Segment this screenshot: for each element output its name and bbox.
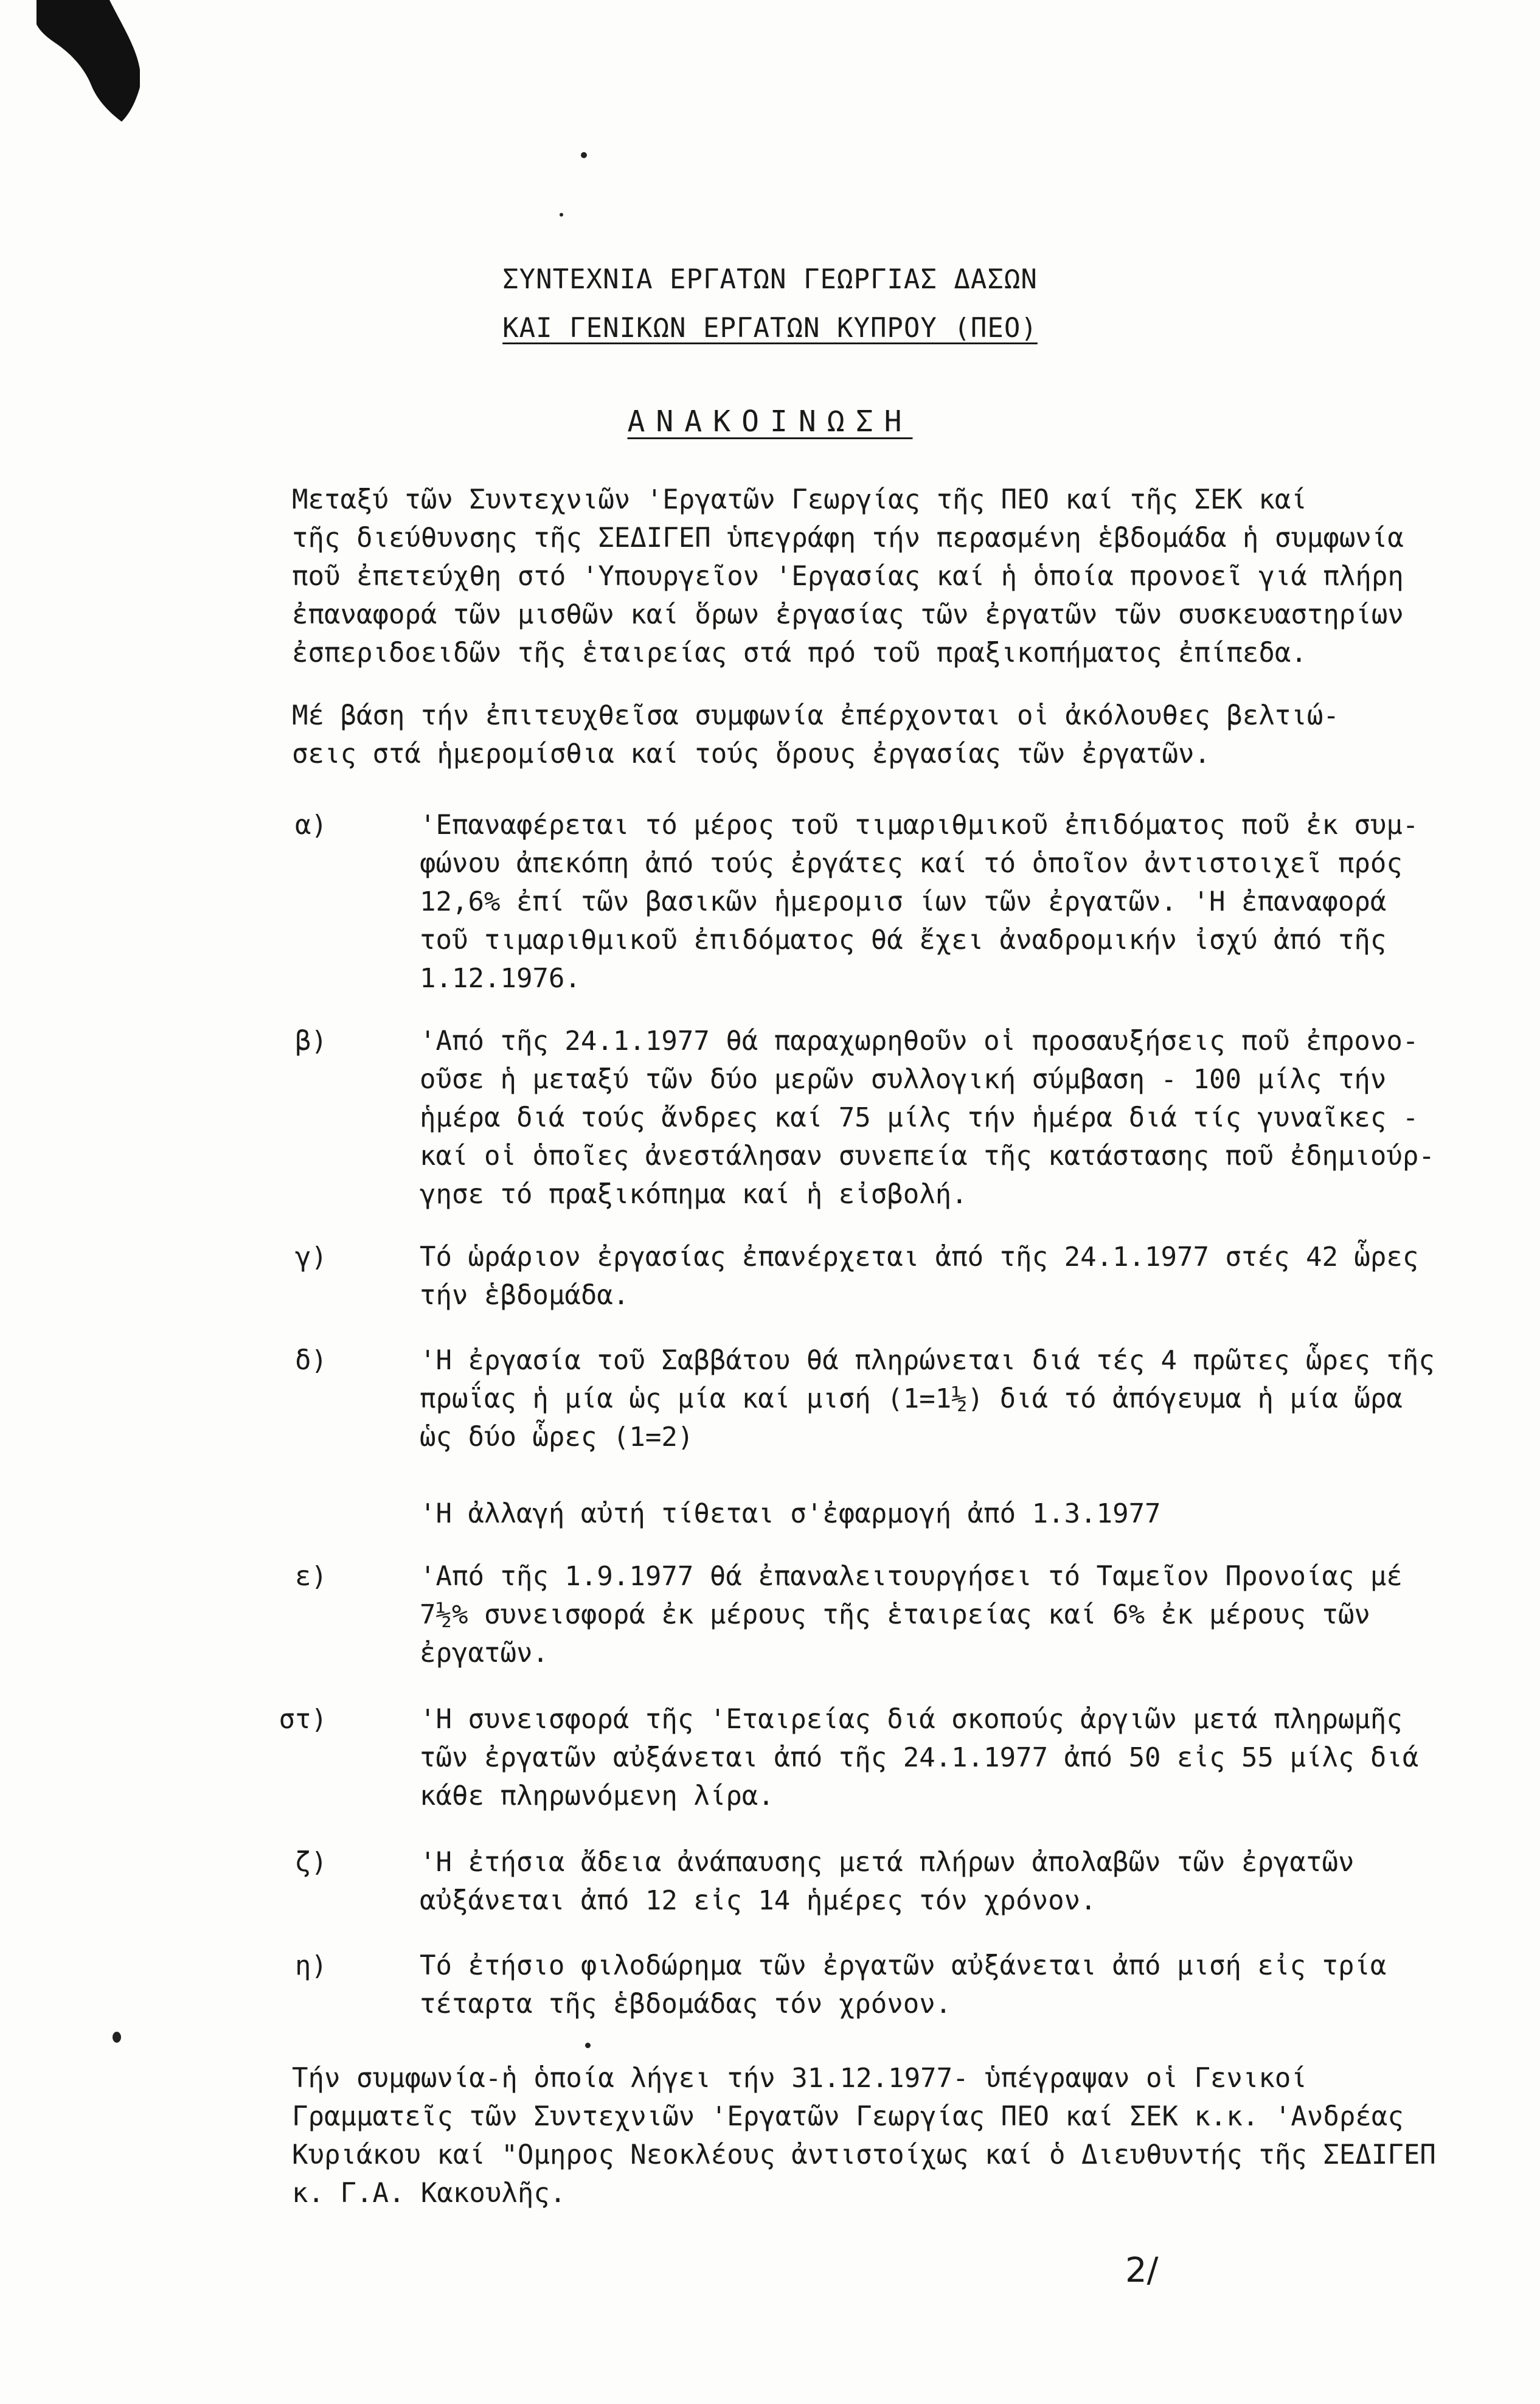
text-line: ποῦ ἐπετεύχθη στό 'Υπουργεῖον 'Εργασίας καί ἡ ὁποία προνοεῖ γιά πλήρη: [292, 561, 1404, 592]
list-item-text: [420, 806, 1441, 998]
punch-hole-mark: [36, 0, 140, 122]
list-item-label: γ): [295, 1242, 327, 1273]
header-line-1: ΣΥΝΤΕΧΝΙΑ ΕΡΓΑΤΩΝ ΓΕΩΡΓΙΑΣ ΔΑΣΩΝ: [502, 264, 1038, 295]
list-item-text: [420, 1700, 1441, 1815]
text-line: σεις στά ἡμερομίσθια καί τούς ὅρους ἐργασίας τῶν ἐργατῶν.: [292, 738, 1210, 769]
list-item-label: ε): [295, 1561, 327, 1592]
page-number: 2/: [1125, 2251, 1159, 2290]
text-line: Γραμματεῖς τῶν Συντεχνιῶν 'Εργατῶν Γεωργίας ΠΕΟ καί ΣΕΚ κ.κ. 'Ανδρέας: [292, 2101, 1404, 2132]
list-item-label: β): [295, 1026, 327, 1057]
text-line: 'Από τῆς 1.9.1977 θά ἐπαναλειτουργήσει τό Ταμεῖον Προνοίας μέ: [420, 1561, 1403, 1592]
text-line: 12,6% ἐπί τῶν βασικῶν ἡμερομισ ίων τῶν ἐργατῶν. 'Η ἐπαναφορά: [420, 886, 1387, 917]
list-item-label: α): [295, 810, 327, 841]
list-item-text: [420, 1557, 1441, 1672]
list-item-text: [420, 1843, 1441, 1920]
speck: [560, 213, 563, 217]
text-line: Τήν συμφωνία-ἡ ὁποία λήγει τήν 31.12.1977- ὑπέγραψαν οἱ Γενικοί: [292, 2063, 1307, 2094]
text-line: τέταρτα τῆς ἑβδομάδας τόν χρόνον.: [420, 1989, 952, 2020]
text-line: 7½% συνεισφορά ἐκ μέρους τῆς ἑταιρείας καί 6% ἐκ μέρους τῶν: [420, 1599, 1370, 1630]
text-line: τοῦ τιμαριθμικοῦ ἐπιδόματος θά ἔχει ἀναδρομικήν ἰσχύ ἀπό τῆς: [420, 925, 1387, 956]
closing-paragraph: [292, 2059, 1436, 2212]
speck: [585, 2043, 591, 2048]
list-item-label: ζ): [295, 1847, 327, 1878]
text-line: Τό ὡράριον ἐργασίας ἐπανέρχεται ἀπό τῆς 24.1.1977 στές 42 ὧρες: [420, 1242, 1419, 1273]
text-line: ἐργατῶν.: [420, 1638, 549, 1669]
intro-paragraph: [292, 481, 1404, 672]
text-line: Μεταξύ τῶν Συντεχνιῶν 'Εργατῶν Γεωργίας τῆς ΠΕΟ καί τῆς ΣΕΚ καί: [292, 484, 1307, 515]
list-item-text: [420, 1022, 1441, 1214]
text-line: αὐξάνεται ἀπό 12 εἰς 14 ἡμέρες τόν χρόνον.: [420, 1885, 1097, 1916]
text-line: 'Η ἐτήσια ἄδεια ἀνάπαυσης μετά πλήρων ἀπολαβῶν τῶν ἐργατῶν: [420, 1847, 1354, 1878]
list-item-label: στ): [279, 1704, 327, 1735]
text-line: τῆς διεύθυνσης τῆς ΣΕΔΙΓΕΠ ὑπεγράφη τήν περασμένη ἑβδομάδα ἡ συμφωνία: [292, 523, 1404, 554]
text-line: Μέ βάση τήν ἐπιτευχθεῖσα συμφωνία ἐπέρχονται οἱ ἀκόλουθες βελτιώ-: [292, 700, 1339, 731]
list-item-label: η): [295, 1950, 327, 1981]
text-line: πρωΐας ἡ μία ὡς μία καί μισή (1=1½) διά τό ἀπόγευμα ἡ μία ὥρα: [420, 1383, 1403, 1414]
list-item-text: [420, 1947, 1441, 2023]
document-header: [0, 255, 1540, 353]
speck: [113, 2032, 121, 2043]
text-line: [420, 1456, 1441, 1495]
document-title: ΑΝΑΚΟΙΝΩΣΗ: [627, 405, 913, 439]
text-line: 1.12.1976.: [420, 963, 581, 994]
text-line: ἐσπεριδοειδῶν τῆς ἑταιρείας στά πρό τοῦ πραξικοπήματος ἐπίπεδα.: [292, 637, 1307, 669]
text-line: φώνου ἀπεκόπη ἀπό τούς ἐργάτες καί τό ὁποῖον ἀντιστοιχεῖ πρός: [420, 848, 1403, 879]
text-line: καί οἱ ὁποῖες ἀνεστάλησαν συνεπεία τῆς κατάστασης ποῦ ἐδημιούρ-: [420, 1141, 1435, 1172]
header-line-2: [0, 304, 1540, 353]
text-line: 'Η συνεισφορά τῆς 'Εταιρείας διά σκοπούς ἀργιῶν μετά πληρωμῆς: [420, 1704, 1403, 1735]
text-line: κάθε πληρωνόμενη λίρα.: [420, 1780, 774, 1812]
list-item-label: δ): [295, 1345, 327, 1376]
text-line: 'Η ἐργασία τοῦ Σαββάτου θά πληρώνεται διά τές 4 πρῶτες ὧρες τῆς: [420, 1345, 1435, 1376]
header-line-2-text: ΚΑΙ ΓΕΝΙΚΩΝ ΕΡΓΑΤΩΝ ΚΥΠΡΟΥ (ΠΕΟ): [502, 313, 1038, 344]
second-paragraph: [292, 697, 1375, 773]
list-item-text: [420, 1341, 1441, 1533]
text-line: κ. Γ.Α. Κακουλῆς.: [292, 2178, 566, 2209]
text-line: 'Η ἀλλαγή αὐτή τίθεται σ'ἐφαρμογή ἀπό 1.3.1977: [420, 1498, 1161, 1529]
text-line: γησε τό πραξικόπημα καί ἡ εἰσβολή.: [420, 1179, 968, 1210]
text-line: τήν ἑβδομάδα.: [420, 1280, 630, 1311]
text-line: 'Επαναφέρεται τό μέρος τοῦ τιμαριθμικοῦ ἐπιδόματος ποῦ ἐκ συμ-: [420, 810, 1419, 841]
text-line: ὡς δύο ὧρες (1=2): [420, 1422, 694, 1453]
text-line: 'Από τῆς 24.1.1977 θά παραχωρηθοῦν οἱ προσαυξήσεις ποῦ ἐπρονο-: [420, 1026, 1419, 1057]
text-line: Τό ἐτήσιο φιλοδώρημα τῶν ἐργατῶν αὐξάνεται ἀπό μισή εἰς τρία: [420, 1950, 1387, 1981]
list-item-text: [420, 1238, 1441, 1315]
text-line: ἐπαναφορά τῶν μισθῶν καί ὅρων ἐργασίας τῶν ἐργατῶν τῶν συσκευαστηρίων: [292, 599, 1404, 630]
speck: [581, 152, 587, 158]
text-line: τῶν ἐργατῶν αὐξάνεται ἀπό τῆς 24.1.1977 ἀπό 50 εἰς 55 μίλς διά: [420, 1742, 1419, 1773]
text-line: οῦσε ἡ μεταξύ τῶν δύο μερῶν συλλογική σύμβαση - 100 μίλς τήν: [420, 1064, 1387, 1095]
text-line: Κυριάκου καί "Ομηρος Νεοκλέους ἀντιστοίχως καί ὁ Διευθυντής τῆς ΣΕΔΙΓΕΠ: [292, 2139, 1436, 2170]
text-line: ἡμέρα διά τούς ἄνδρες καί 75 μίλς τήν ἡμέρα διά τίς γυναῖκες -: [420, 1102, 1419, 1133]
